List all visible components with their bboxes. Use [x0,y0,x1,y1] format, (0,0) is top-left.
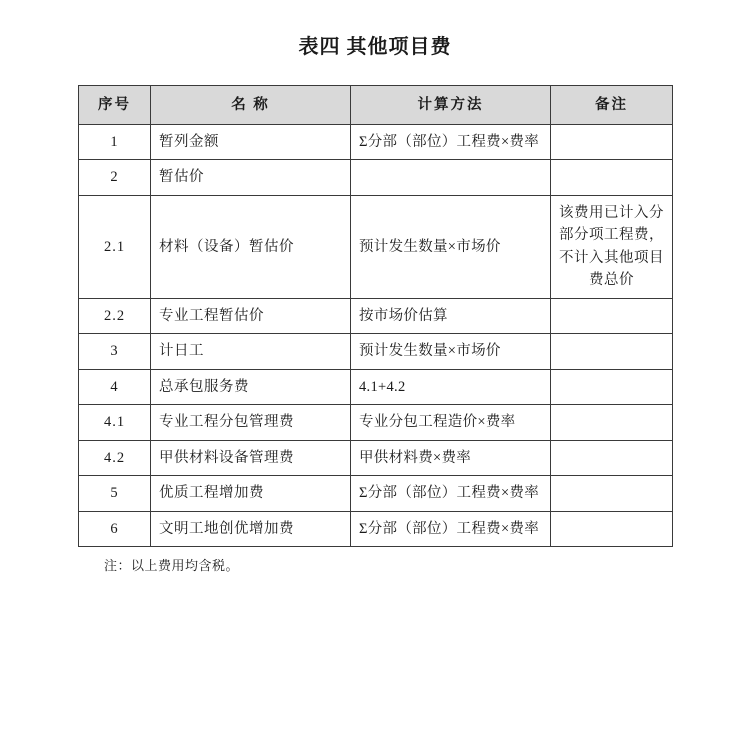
cell-remark [551,334,673,369]
table-row [79,160,673,195]
page-title: 表四 其他项目费 [298,36,452,58]
cell-no: 4 [79,369,151,404]
cell-name: 总承包服务费 [151,369,351,404]
cell-name: 专业工程分包管理费 [151,405,351,440]
column-header-remark: 备注 [551,86,673,125]
cell-remark [551,511,673,546]
cell-name: 暂估价 [151,160,351,195]
cell-calc: Σ分部（部位）工程费×费率 [351,511,551,546]
other-project-fee-table [78,85,673,547]
table-header [79,86,673,125]
fee-table-container [78,85,672,547]
cell-no: 3 [79,334,151,369]
cell-no: 5 [79,476,151,511]
cell-remark [551,160,673,195]
cell-calc: Σ分部（部位）工程费×费率 [351,476,551,511]
column-header-calc: 计算方法 [351,86,551,125]
cell-no: 2 [79,160,151,195]
cell-no: 2.2 [79,298,151,333]
cell-no: 6 [79,511,151,546]
cell-calc: 预计发生数量×市场价 [351,334,551,369]
cell-remark [551,476,673,511]
table-row [79,405,673,440]
table-row [79,440,673,475]
document-page [0,30,750,739]
cell-name: 文明工地创优增加费 [151,511,351,546]
cell-calc: 按市场价估算 [351,298,551,333]
column-header-no: 序号 [79,86,151,125]
table-row [79,125,673,160]
cell-calc: 预计发生数量×市场价 [351,195,551,298]
cell-remark [551,298,673,333]
cell-no: 4.2 [79,440,151,475]
table-row [79,334,673,369]
cell-no: 2.1 [79,195,151,298]
cell-no: 4.1 [79,405,151,440]
cell-name: 暂列金额 [151,125,351,160]
cell-calc: 4.1+4.2 [351,369,551,404]
cell-name: 计日工 [151,334,351,369]
table-row [79,298,673,333]
cell-calc: Σ分部（部位）工程费×费率 [351,125,551,160]
cell-remark [551,440,673,475]
cell-remark [551,405,673,440]
cell-remark [551,125,673,160]
table-row [79,369,673,404]
cell-remark [551,369,673,404]
table-body [79,125,673,547]
cell-name: 甲供材料设备管理费 [151,440,351,475]
cell-no: 1 [79,125,151,160]
cell-calc: 甲供材料费×费率 [351,440,551,475]
table-row [79,511,673,546]
table-footnote: 注：以上费用均含税。 [104,558,240,574]
cell-name: 材料（设备）暂估价 [151,195,351,298]
column-header-name: 名 称 [151,86,351,125]
cell-name: 专业工程暂估价 [151,298,351,333]
cell-calc: 专业分包工程造价×费率 [351,405,551,440]
table-header-row [79,86,673,125]
cell-remark: 该费用已计入分部分项工程费，不计入其他项目费总价 [551,195,673,298]
cell-name: 优质工程增加费 [151,476,351,511]
cell-calc [351,160,551,195]
table-row [79,195,673,298]
table-row [79,476,673,511]
